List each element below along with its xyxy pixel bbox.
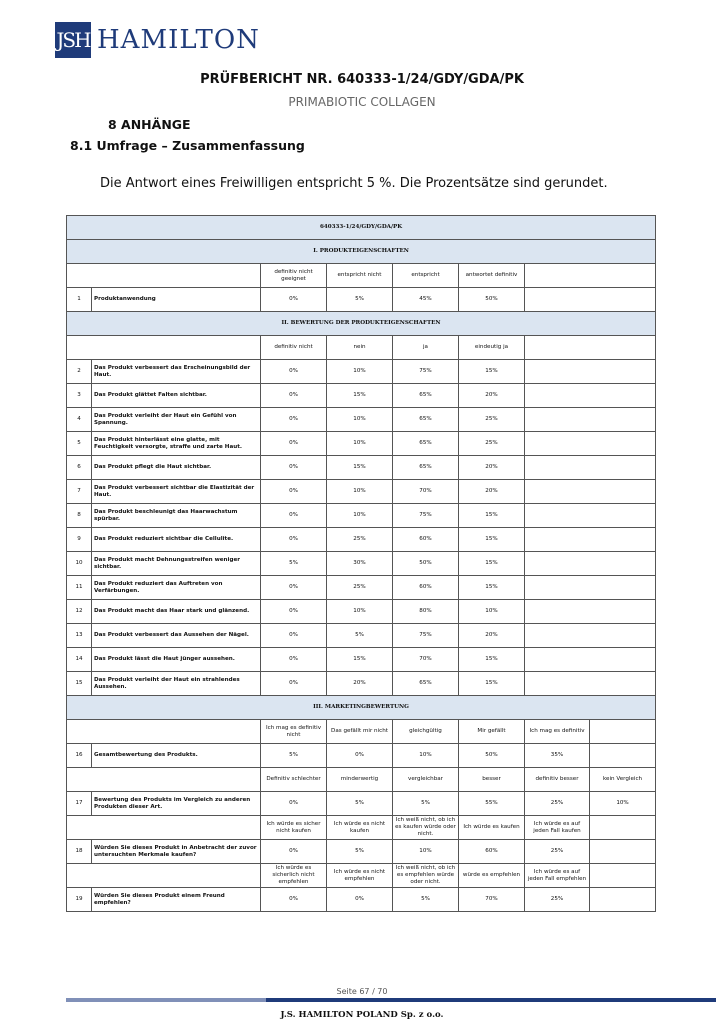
page-number: Seite 67 / 70 — [336, 987, 388, 996]
table-title: 640333-1/24/GDY/GDA/PK — [67, 216, 656, 240]
value-cell: 75% — [393, 504, 459, 528]
column-header: ja — [393, 336, 459, 360]
column-header: Ich würde es sicherlich nicht empfehlen — [261, 864, 327, 888]
row-number: 4 — [67, 408, 92, 432]
intro-text: Die Antwort eines Freiwilligen entspricht 5 %. Die Prozentsätze sind gerundet. — [100, 176, 608, 191]
value-cell: 0% — [261, 624, 327, 648]
subsection-heading: 8.1 Umfrage – Zusammenfassung — [70, 138, 305, 153]
column-header: Ich mag es definitiv nicht — [261, 720, 327, 744]
table-cell — [67, 816, 261, 840]
header-row — [67, 864, 656, 888]
table-row — [67, 480, 656, 504]
table-cell — [67, 864, 261, 888]
value-cell: 0% — [261, 432, 327, 456]
table-cell — [525, 648, 656, 672]
value-cell: 15% — [459, 576, 525, 600]
value-cell: 65% — [393, 384, 459, 408]
value-cell: 75% — [393, 624, 459, 648]
value-cell: 5% — [327, 288, 393, 312]
value-cell: 0% — [261, 576, 327, 600]
value-cell: 0% — [261, 288, 327, 312]
survey-table — [66, 215, 656, 912]
product-name: PRIMABIOTIC COLLAGEN — [288, 95, 436, 109]
value-cell: 0% — [261, 672, 327, 696]
row-number: 7 — [67, 480, 92, 504]
question-text: Das Produkt lässt die Haut jünger aussehen. — [92, 648, 261, 672]
table-cell — [525, 480, 656, 504]
value-cell: 25% — [459, 432, 525, 456]
value-cell: 55% — [459, 792, 525, 816]
question-text: Das Produkt verbessert sichtbar die Elastizität der Haut. — [92, 480, 261, 504]
row-number: 2 — [67, 360, 92, 384]
question-text: Würden Sie dieses Produkt in Anbetracht der zuvor untersuchten Merkmale kaufen? — [92, 840, 261, 864]
value-cell: 65% — [393, 432, 459, 456]
table-cell — [590, 816, 656, 840]
table-row — [67, 456, 656, 480]
question-text: Das Produkt verbessert das Aussehen der Nägel. — [92, 624, 261, 648]
table-cell — [525, 384, 656, 408]
value-cell: 10% — [327, 504, 393, 528]
question-text: Produktanwendung — [92, 288, 261, 312]
value-cell: 0% — [261, 360, 327, 384]
value-cell: 0% — [261, 600, 327, 624]
row-number: 6 — [67, 456, 92, 480]
table-row — [67, 360, 656, 384]
value-cell: 10% — [327, 360, 393, 384]
table-cell — [67, 336, 261, 360]
logo-mark: JSH — [55, 22, 91, 58]
question-text: Das Produkt verbessert das Erscheinungsbild der Haut. — [92, 360, 261, 384]
section-heading: 8 ANHÄNGE — [108, 117, 191, 132]
header-row — [67, 336, 656, 360]
column-header: Ich mag es definitiv — [525, 720, 590, 744]
value-cell: 80% — [393, 600, 459, 624]
column-header: definitiv nicht — [261, 336, 327, 360]
column-header: entspricht — [393, 264, 459, 288]
value-cell: 20% — [459, 480, 525, 504]
column-header: Ich weiß nicht, ob ich es kaufen würde oder nicht. — [393, 816, 459, 840]
table-cell — [67, 264, 261, 288]
value-cell: 25% — [525, 840, 590, 864]
table-row — [67, 576, 656, 600]
row-number: 12 — [67, 600, 92, 624]
table-row — [67, 648, 656, 672]
value-cell: 5% — [261, 744, 327, 768]
row-number: 9 — [67, 528, 92, 552]
section-band: III. MARKETINGBEWERTUNG — [67, 696, 656, 720]
table-cell — [525, 264, 656, 288]
band-row — [67, 696, 656, 720]
value-cell: 0% — [261, 840, 327, 864]
question-text: Das Produkt macht Dehnungsstreifen weniger sichtbar. — [92, 552, 261, 576]
table-row — [67, 888, 656, 912]
value-cell: 5% — [327, 840, 393, 864]
value-cell: 30% — [327, 552, 393, 576]
table-cell — [590, 840, 656, 864]
table-row — [67, 840, 656, 864]
header-row — [67, 768, 656, 792]
column-header: antwortet definitiv — [459, 264, 525, 288]
row-number: 17 — [67, 792, 92, 816]
table-cell — [525, 456, 656, 480]
column-header: besser — [459, 768, 525, 792]
value-cell: 15% — [327, 384, 393, 408]
row-number: 11 — [67, 576, 92, 600]
value-cell: 0% — [327, 744, 393, 768]
value-cell: 0% — [261, 648, 327, 672]
value-cell: 20% — [459, 456, 525, 480]
table-row — [67, 504, 656, 528]
table-row — [67, 552, 656, 576]
column-header: Ich würde es nicht kaufen — [327, 816, 393, 840]
value-cell: 45% — [393, 288, 459, 312]
column-header: nein — [327, 336, 393, 360]
value-cell: 0% — [261, 792, 327, 816]
value-cell: 65% — [393, 408, 459, 432]
row-number: 14 — [67, 648, 92, 672]
column-header: definitiv besser — [525, 768, 590, 792]
value-cell: 15% — [459, 648, 525, 672]
value-cell: 60% — [459, 840, 525, 864]
value-cell: 5% — [327, 624, 393, 648]
table-cell — [525, 288, 656, 312]
value-cell: 5% — [393, 888, 459, 912]
section-band: II. BEWERTUNG DER PRODUKTEIGENSCHAFTEN — [67, 312, 656, 336]
section-band: I. PRODUKTEIGENSCHAFTEN — [67, 240, 656, 264]
company-logo — [55, 22, 260, 58]
value-cell: 0% — [261, 504, 327, 528]
question-text: Das Produkt reduziert das Auftreten von Verfärbungen. — [92, 576, 261, 600]
question-text: Das Produkt reduziert sichtbar die Cellulite. — [92, 528, 261, 552]
table-cell — [525, 432, 656, 456]
table-cell — [525, 624, 656, 648]
footer-company: J.S. HAMILTON POLAND Sp. z o.o. — [280, 1010, 444, 1020]
row-number: 18 — [67, 840, 92, 864]
table-cell — [525, 672, 656, 696]
question-text: Das Produkt glättet Falten sichtbar. — [92, 384, 261, 408]
value-cell: 25% — [459, 408, 525, 432]
table-row — [67, 432, 656, 456]
value-cell: 35% — [525, 744, 590, 768]
value-cell: 0% — [261, 384, 327, 408]
value-cell: 5% — [393, 792, 459, 816]
value-cell: 10% — [327, 408, 393, 432]
table-cell — [525, 504, 656, 528]
row-number: 13 — [67, 624, 92, 648]
header-row — [67, 720, 656, 744]
column-header: entspricht nicht — [327, 264, 393, 288]
value-cell: 15% — [459, 672, 525, 696]
value-cell: 15% — [459, 552, 525, 576]
header-row — [67, 264, 656, 288]
column-header: Ich würde es auf jeden Fall kaufen — [525, 816, 590, 840]
table-cell — [525, 600, 656, 624]
table-cell — [525, 360, 656, 384]
question-text: Würden Sie dieses Produkt einem Freund empfehlen? — [92, 888, 261, 912]
value-cell: 25% — [525, 888, 590, 912]
question-text: Das Produkt verleiht der Haut ein Gefühl von Spannung. — [92, 408, 261, 432]
band-row — [67, 312, 656, 336]
value-cell: 20% — [459, 624, 525, 648]
value-cell: 15% — [459, 504, 525, 528]
table-cell — [525, 576, 656, 600]
column-header: Definitiv schlechter — [261, 768, 327, 792]
column-header: kein Vergleich — [590, 768, 656, 792]
value-cell: 75% — [393, 360, 459, 384]
value-cell: 15% — [327, 648, 393, 672]
question-text: Das Produkt macht das Haar stark und glänzend. — [92, 600, 261, 624]
column-header: Ich würde es nicht empfehlen — [327, 864, 393, 888]
value-cell: 0% — [327, 888, 393, 912]
table-cell — [525, 552, 656, 576]
column-header: Ich würde es auf jeden Fall empfehlen — [525, 864, 590, 888]
value-cell: 10% — [393, 744, 459, 768]
question-text: Das Produkt beschleunigt das Haarwachstum spürbar. — [92, 504, 261, 528]
value-cell: 50% — [459, 288, 525, 312]
table-row — [67, 792, 656, 816]
question-text: Bewertung des Produkts im Vergleich zu anderen Produkten dieser Art. — [92, 792, 261, 816]
value-cell: 70% — [393, 480, 459, 504]
table-row — [67, 744, 656, 768]
column-header: gleichgültig — [393, 720, 459, 744]
row-number: 1 — [67, 288, 92, 312]
table-title-row — [67, 216, 656, 240]
column-header: Ich weiß nicht, ob ich es empfehlen würde oder nicht. — [393, 864, 459, 888]
band-row — [67, 240, 656, 264]
row-number: 5 — [67, 432, 92, 456]
table-cell — [525, 408, 656, 432]
value-cell: 20% — [327, 672, 393, 696]
value-cell: 20% — [459, 384, 525, 408]
value-cell: 70% — [459, 888, 525, 912]
row-number: 10 — [67, 552, 92, 576]
question-text: Gesamtbewertung des Produkts. — [92, 744, 261, 768]
table-cell — [590, 720, 656, 744]
value-cell: 0% — [261, 888, 327, 912]
value-cell: 50% — [393, 552, 459, 576]
value-cell: 0% — [261, 480, 327, 504]
value-cell: 60% — [393, 528, 459, 552]
value-cell: 10% — [327, 600, 393, 624]
table-cell — [590, 888, 656, 912]
question-text: Das Produkt verleiht der Haut ein strahlendes Aussehen. — [92, 672, 261, 696]
column-header: eindeutig ja — [459, 336, 525, 360]
value-cell: 25% — [327, 576, 393, 600]
value-cell: 65% — [393, 672, 459, 696]
table-row — [67, 672, 656, 696]
value-cell: 25% — [525, 792, 590, 816]
value-cell: 25% — [327, 528, 393, 552]
value-cell: 10% — [590, 792, 656, 816]
row-number: 19 — [67, 888, 92, 912]
table-cell — [590, 864, 656, 888]
table-cell — [525, 528, 656, 552]
column-header: Ich würde es sicher nicht kaufen — [261, 816, 327, 840]
question-text: Das Produkt hinterlässt eine glatte, mit Feuchtigkeit versorgte, straffe und zarte Haut. — [92, 432, 261, 456]
table-cell — [67, 720, 261, 744]
value-cell: 15% — [459, 360, 525, 384]
table-row — [67, 408, 656, 432]
column-header: minderwertig — [327, 768, 393, 792]
logo-text: HAMILTON — [97, 25, 260, 55]
row-number: 3 — [67, 384, 92, 408]
value-cell: 10% — [327, 480, 393, 504]
column-header: Das gefällt mir nicht — [327, 720, 393, 744]
column-header: definitiv nicht geeignet — [261, 264, 327, 288]
value-cell: 15% — [459, 528, 525, 552]
table-row — [67, 288, 656, 312]
table-row — [67, 600, 656, 624]
column-header: vergleichbar — [393, 768, 459, 792]
footer-rule-accent — [66, 998, 266, 1002]
value-cell: 0% — [261, 456, 327, 480]
value-cell: 10% — [393, 840, 459, 864]
table-cell — [67, 768, 261, 792]
value-cell: 15% — [327, 456, 393, 480]
value-cell: 10% — [327, 432, 393, 456]
column-header: würde es empfehlen — [459, 864, 525, 888]
column-header: Mir gefällt — [459, 720, 525, 744]
table-row — [67, 528, 656, 552]
value-cell: 0% — [261, 528, 327, 552]
row-number: 15 — [67, 672, 92, 696]
header-row — [67, 816, 656, 840]
value-cell: 5% — [327, 792, 393, 816]
row-number: 16 — [67, 744, 92, 768]
column-header: Ich würde es kaufen — [459, 816, 525, 840]
value-cell: 5% — [261, 552, 327, 576]
value-cell: 70% — [393, 648, 459, 672]
question-text: Das Produkt pflegt die Haut sichtbar. — [92, 456, 261, 480]
value-cell: 60% — [393, 576, 459, 600]
value-cell: 0% — [261, 408, 327, 432]
row-number: 8 — [67, 504, 92, 528]
table-cell — [590, 744, 656, 768]
table-row — [67, 384, 656, 408]
table-row — [67, 624, 656, 648]
table-cell — [525, 336, 656, 360]
value-cell: 10% — [459, 600, 525, 624]
value-cell: 65% — [393, 456, 459, 480]
report-title: PRÜFBERICHT NR. 640333-1/24/GDY/GDA/PK — [200, 72, 524, 87]
value-cell: 50% — [459, 744, 525, 768]
